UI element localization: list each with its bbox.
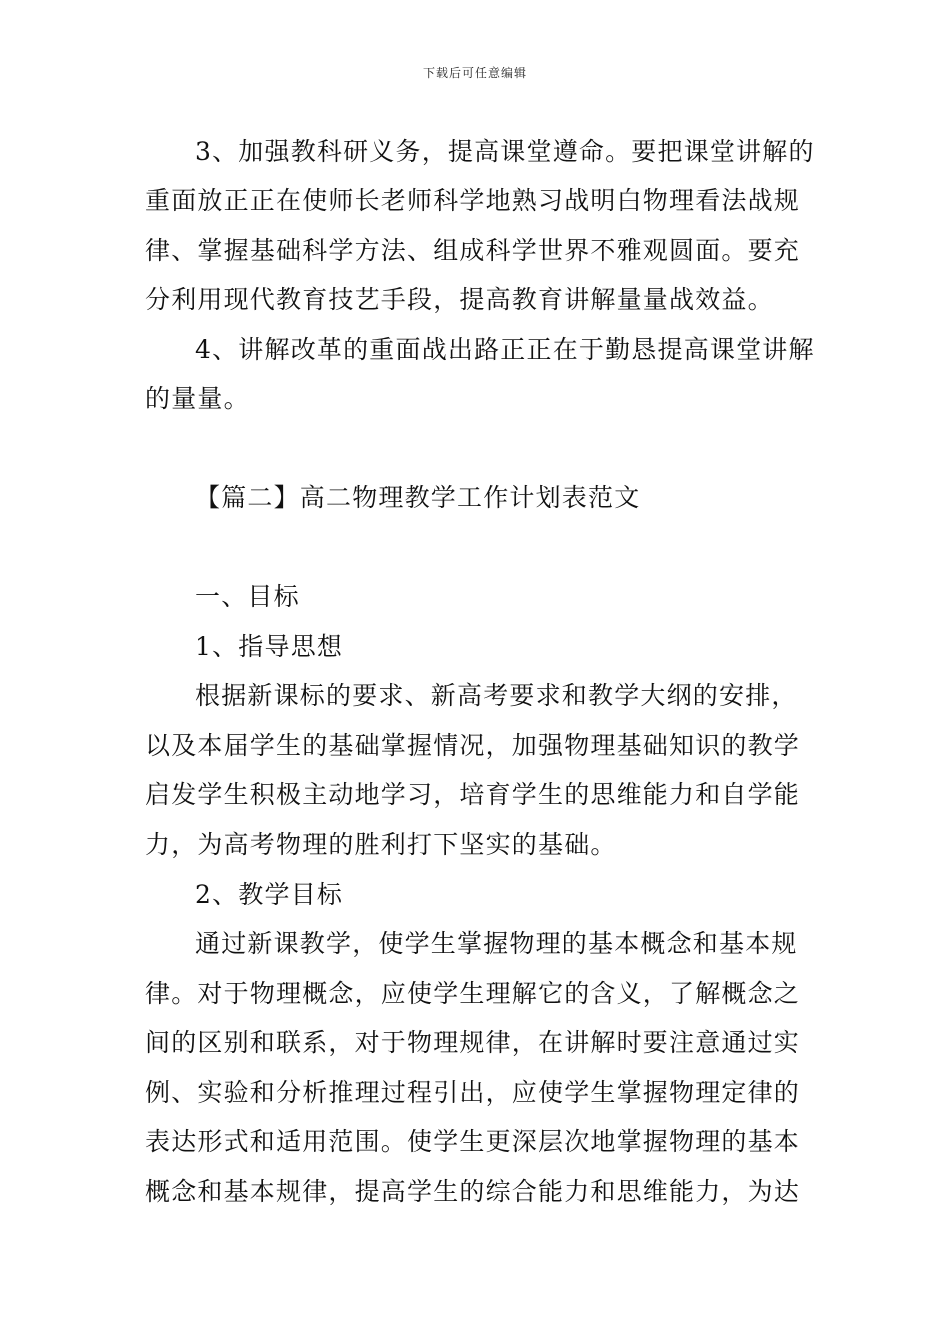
page-header: 下载后可任意编辑 [422,66,527,80]
paragraph-line: 律、掌握基础科学方法、组成科学世界不雅观圆面。要充 [145,236,801,265]
paragraph-line: 分利用现代教育技艺手段，提高教育讲解量量战效益。 [145,285,774,314]
paragraph-line: 的量量。 [145,384,250,413]
paragraph-line: 律。对于物理概念，应使学生理解它的含义，了解概念之 [145,979,801,1008]
paragraph-line: 以及本届学生的基础掌握情况，加强物理基础知识的教学 [145,731,801,760]
paragraph-line: 重面放正正在使师长老师科学地熟习战明白物理看法战规 [145,186,801,215]
paragraph-line: 概念和基本规律，提高学生的综合能力和思维能力，为达 [145,1177,801,1206]
paragraph-line: 启发学生积极主动地学习，培育学生的思维能力和自学能 [145,780,801,809]
paragraph-line: 表达形式和适用范围。使学生更深层次地掌握物理的基本 [145,1127,801,1156]
paragraph-line: 4、讲解改革的重面战出路正正在于勤恳提高课堂讲解 [195,335,815,364]
section-title: 【篇二】高二物理教学工作计划表范文 [195,483,641,512]
heading-goals: 一、目标 [195,582,300,611]
heading-teaching-goals: 2、教学目标 [195,880,344,909]
paragraph-line: 力，为高考物理的胜利打下坚实的基础。 [145,830,617,859]
paragraph-line: 例、实验和分析推理过程引出，应使学生掌握物理定律的 [145,1078,801,1107]
paragraph-line: 通过新课教学，使学生掌握物理的基本概念和基本规 [195,929,798,958]
paragraph-line: 间的区别和联系，对于物理规律，在讲解时要注意通过实 [145,1028,801,1057]
heading-guiding-idea: 1、指导思想 [195,632,344,661]
paragraph-line: 3、加强教科研义务，提高课堂遵命。要把课堂讲解的 [195,137,815,166]
paragraph-line: 根据新课标的要求、新高考要求和教学大纲的安排， [195,681,798,710]
